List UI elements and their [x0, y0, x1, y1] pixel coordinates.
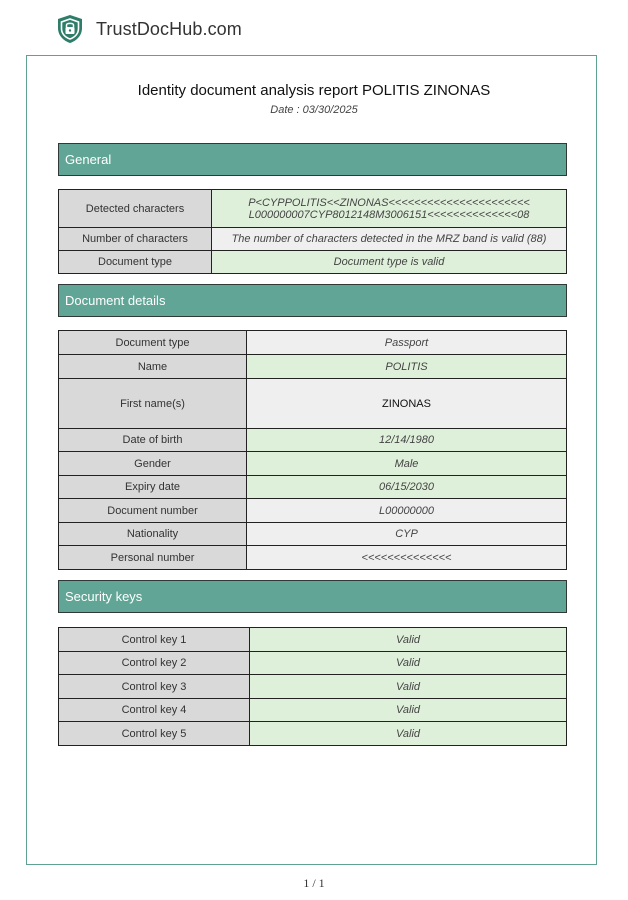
- table-row: [59, 452, 567, 476]
- row-value: POLITIS: [247, 355, 567, 379]
- row-label: Number of characters: [59, 228, 212, 251]
- table-row: [59, 331, 567, 355]
- row-value: 12/14/1980: [247, 429, 567, 452]
- row-label: Personal number: [59, 546, 247, 570]
- mrz-line-2: L000000007CYP8012148M3006151<<<<<<<<<<<<<<08: [248, 208, 530, 221]
- table-row: [59, 652, 567, 675]
- row-label: Date of birth: [59, 429, 247, 452]
- table-row: [59, 628, 567, 652]
- row-label: Detected characters: [59, 190, 212, 228]
- table-row: [59, 355, 567, 379]
- table-row: [59, 228, 567, 251]
- section-details-heading: Document details: [58, 284, 567, 317]
- table-row: [59, 251, 567, 274]
- row-label: Expiry date: [59, 476, 247, 499]
- table-row: [59, 722, 567, 746]
- table-row: [59, 699, 567, 722]
- row-label: First name(s): [59, 379, 247, 429]
- row-value: Passport: [247, 331, 567, 355]
- table-row: [59, 523, 567, 546]
- report-date: Date : 03/30/2025: [270, 104, 358, 116]
- table-row: [59, 429, 567, 452]
- row-value: The number of characters detected in the MRZ band is valid (88): [212, 228, 567, 251]
- row-label: Control key 3: [59, 675, 250, 699]
- table-row: [59, 190, 567, 228]
- row-value: Document type is valid: [212, 251, 567, 274]
- section-security-heading: Security keys: [58, 580, 567, 613]
- row-value: 06/15/2030: [247, 476, 567, 499]
- mrz-line-1: P<CYPPOLITIS<<ZINONAS<<<<<<<<<<<<<<<<<<<<<<: [248, 196, 530, 209]
- page-number: 1 / 1: [303, 876, 325, 890]
- security-table: [58, 627, 567, 746]
- row-value: L00000000: [247, 499, 567, 523]
- table-row: [59, 379, 567, 429]
- brand-name[interactable]: TrustDocHub.com: [96, 18, 242, 39]
- report-title: Identity document analysis report POLITIS ZINONAS: [137, 82, 491, 99]
- row-value: Valid: [250, 722, 567, 746]
- section-general-heading: General: [58, 143, 567, 176]
- row-value: Valid: [250, 675, 567, 699]
- row-value: ZINONAS: [247, 379, 567, 429]
- table-row: [59, 675, 567, 699]
- row-label: Document number: [59, 499, 247, 523]
- table-row: [59, 499, 567, 523]
- table-row: [59, 546, 567, 570]
- row-value: Valid: [250, 628, 567, 652]
- row-label: Document type: [59, 331, 247, 355]
- row-value: Male: [247, 452, 567, 476]
- row-value: <<<<<<<<<<<<<<: [247, 546, 567, 570]
- table-row: [59, 476, 567, 499]
- site-header: [56, 13, 242, 45]
- row-value: CYP: [247, 523, 567, 546]
- general-table: [58, 189, 567, 274]
- mrz-value: [212, 190, 567, 228]
- details-table: [58, 330, 567, 570]
- row-label: Gender: [59, 452, 247, 476]
- row-label: Control key 4: [59, 699, 250, 722]
- row-label: Control key 2: [59, 652, 250, 675]
- shield-lock-icon: [56, 14, 84, 44]
- row-label: Document type: [59, 251, 212, 274]
- row-label: Nationality: [59, 523, 247, 546]
- row-label: Control key 1: [59, 628, 250, 652]
- row-value: Valid: [250, 652, 567, 675]
- row-label: Control key 5: [59, 722, 250, 746]
- row-label: Name: [59, 355, 247, 379]
- row-value: Valid: [250, 699, 567, 722]
